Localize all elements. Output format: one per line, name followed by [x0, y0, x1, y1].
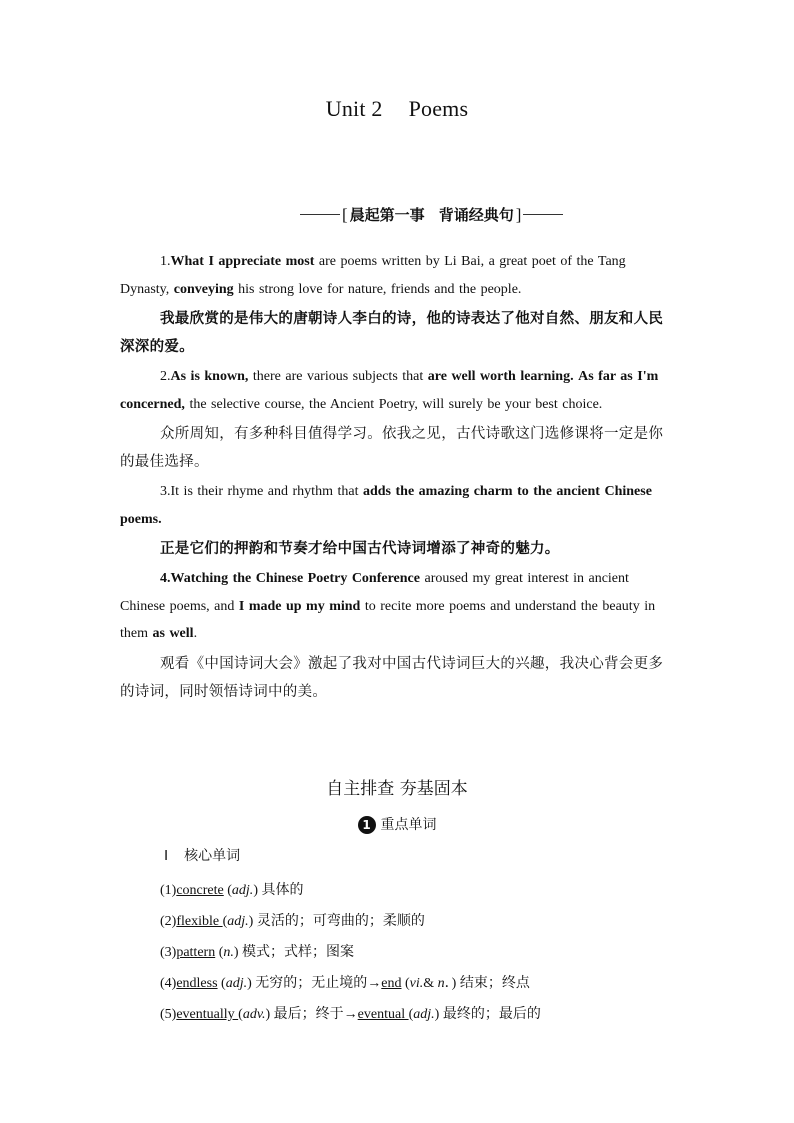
sentence-number: 3.: [160, 484, 171, 499]
vocab-meaning: 具体的: [261, 882, 304, 898]
vocab-text: (2): [160, 914, 177, 929]
sentence-english: [120, 363, 674, 418]
vocab-text: ): [265, 1007, 274, 1022]
vocab-item: [160, 968, 720, 999]
vocab-text: ): [233, 945, 243, 960]
sentence-text: It is their rhyme and rhythm that: [170, 484, 363, 499]
heading-rule-left: [300, 214, 340, 215]
vocab-meaning: 灵活的；可弯曲的；柔顺的: [256, 913, 425, 929]
sentence-number: 2.: [160, 369, 171, 384]
part-of-speech: adj.: [413, 1007, 435, 1022]
key-phrase: Watching the Chinese Poetry Conference: [170, 571, 420, 586]
vocab-text: ): [247, 976, 256, 991]
key-phrase: As far as I'm concerned,: [120, 369, 659, 412]
number-badge: 1: [358, 816, 376, 834]
sentence-number: 4.: [160, 571, 171, 586]
vocab-item: [160, 875, 720, 906]
vocab-item: [160, 937, 720, 968]
vocab-text: (: [217, 976, 226, 991]
vocab-meaning: 模式；式样；图案: [242, 944, 355, 960]
sentence-text: there are various subjects that: [248, 369, 428, 384]
vocab-text: →: [367, 976, 382, 991]
roman-numeral: Ⅰ: [164, 849, 169, 864]
sentence-text: the selective course, the Ancient Poetry, will surely be your best choice.: [184, 396, 603, 412]
part-of-speech: adj.: [231, 883, 254, 898]
key-phrase: conveying: [173, 281, 234, 297]
vocab-text: ．): [444, 976, 460, 991]
key-phrase: What I appreciate most: [170, 254, 315, 269]
vocab-meaning: 最终的；最后的: [442, 1006, 541, 1022]
part-of-speech: adj.: [227, 914, 249, 929]
badge-label: 重点单词: [380, 817, 437, 833]
vocab-text: (: [223, 883, 232, 898]
vocab-item: [160, 906, 720, 937]
part-of-speech: vi.: [409, 976, 424, 991]
heading-left-text: 晨起第一事: [349, 206, 425, 224]
vocab-text: (4): [160, 976, 177, 991]
sentence-translation: 观看《中国诗词大会》激起了我对中国古代诗词巨大的兴趣，我决心背会更多的诗词，同时领悟诗词中的美。: [120, 655, 664, 700]
vocab-word: eventually: [176, 1007, 239, 1022]
vocab-text: (: [238, 1007, 243, 1022]
part-of-speech: n: [437, 976, 445, 991]
vocab-meaning: 最后；终于: [273, 1006, 344, 1022]
sentence-text: are poems written by Li Bai, a great poet of the Tang Dynasty,: [120, 254, 626, 297]
vocab-text: (: [222, 914, 228, 929]
classic-sentences: [120, 248, 674, 708]
key-phrase: as well: [152, 626, 194, 641]
key-phrase: I made up my mind: [238, 598, 361, 614]
sentence-translation: 众所周知，有多种科目值得学习。依我之见，古代诗歌这门选修课将一定是你的最佳选择。: [120, 426, 664, 470]
unit-name: Poems: [408, 96, 469, 121]
key-phrase: are well worth learning.: [427, 369, 574, 384]
vocab-text: ): [434, 1007, 443, 1022]
vocab-heading: [164, 845, 720, 867]
part-of-speech: adv.: [242, 1007, 266, 1022]
section-subtitle: 自主排查 夯基固本: [326, 779, 468, 799]
key-phrase: As is known,: [170, 369, 249, 384]
vocab-text: →: [343, 1007, 358, 1022]
vocab-meaning: 结束；终点: [459, 975, 530, 991]
unit-label: Unit 2: [325, 96, 383, 121]
vocab-text: (3): [160, 945, 177, 960]
vocab-text: (5): [160, 1007, 177, 1022]
sentence-text: to recite more poems and understand the beauty in them: [120, 598, 656, 641]
part-of-speech: n.: [223, 945, 234, 960]
sentence-english: [120, 478, 674, 533]
key-phrase: adds the amazing charm to the ancient Chinese poems.: [120, 484, 652, 527]
vocab-text: (: [408, 1007, 414, 1022]
vocab-text: (: [215, 945, 224, 960]
key-words-heading: [0, 814, 794, 834]
sentence-english: [120, 565, 674, 648]
sentence-english: [120, 248, 674, 303]
vocab-text: (1): [160, 883, 177, 898]
sentence-translation: 正是它们的押韵和节奏才给中国古代诗词增添了神奇的魅力。: [160, 541, 560, 557]
vocab-meaning: 无穷的；无止境的: [255, 975, 368, 991]
sentence-text: .: [193, 626, 198, 641]
vocab-word: endless: [176, 976, 218, 991]
sentence-number: 1.: [160, 254, 171, 269]
vocab-word: concrete: [176, 883, 224, 898]
page-title: [0, 96, 794, 122]
sentence-text: his strong love for nature, friends and the people.: [233, 281, 522, 297]
vocab-text: (: [401, 976, 410, 991]
vocab-text: ): [248, 914, 257, 929]
vocab-text: &: [423, 976, 438, 991]
vocab-word: flexible: [176, 914, 223, 929]
vocab-item: [160, 999, 720, 1030]
heading-right-text: 背诵经典句: [438, 206, 514, 224]
vocab-list: [160, 845, 720, 1030]
sentence-translation: 我最欣赏的是伟大的唐朝诗人李白的诗，他的诗表达了他对自然、朋友和人民深深的爱。: [120, 311, 664, 355]
heading-rule-right: [523, 214, 563, 215]
vocab-word: pattern: [176, 945, 216, 960]
sentence-text: aroused my great interest in ancient Chinese poems, and: [120, 571, 629, 614]
part-of-speech: adj.: [225, 976, 248, 991]
vocab-text: ): [253, 883, 262, 898]
vocab-word: eventual: [357, 1007, 409, 1022]
vocab-word: end: [381, 976, 402, 991]
section-heading: [ 晨起第一事 背诵经典句 ]: [300, 204, 600, 225]
vocab-heading-text: 核心单词: [184, 848, 241, 864]
